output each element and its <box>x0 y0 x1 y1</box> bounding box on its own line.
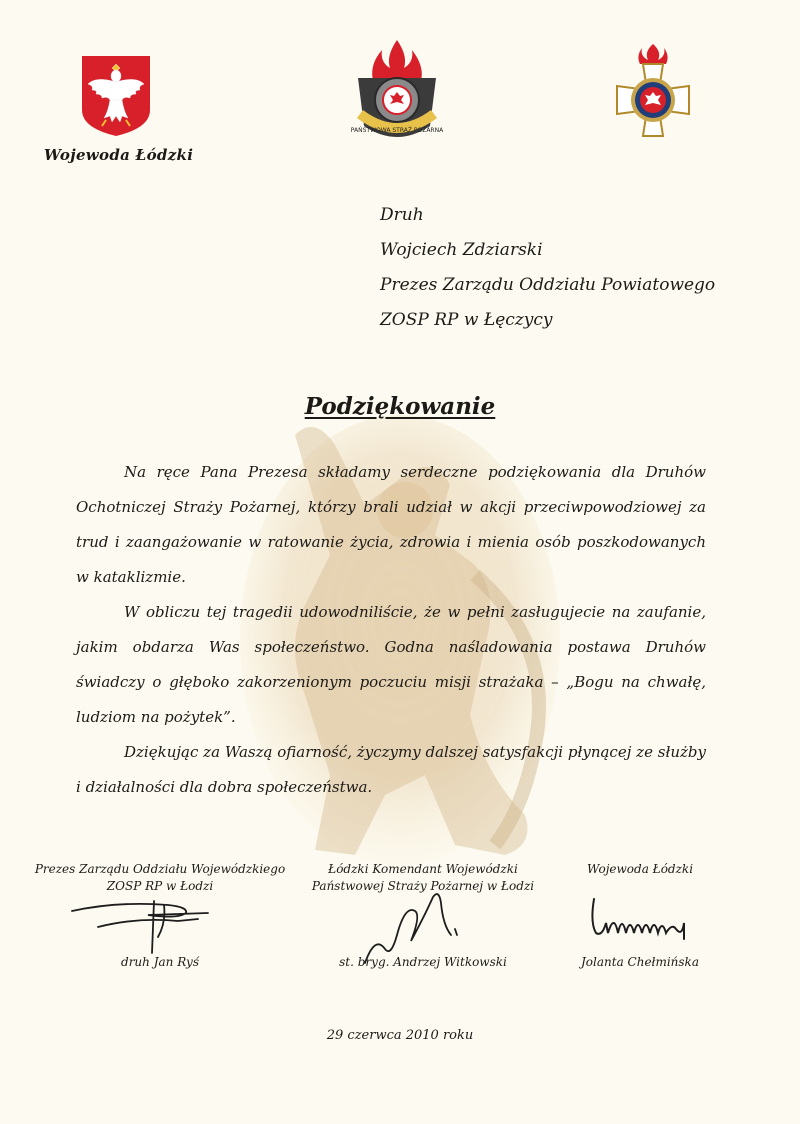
document-heading: Podziękowanie <box>304 393 496 420</box>
signatory-3-title <box>555 861 725 878</box>
body-paragraph-1: Na ręce Pana Prezesa składamy serdeczne podziękowania dla Druhów Ochotniczej Straży Pożarnej, którzy brali udział w akcji przeciwpowodziowej za trud i zaangażowanie w ratowanie życia, zdrowia i mienia osób poszkodowanych w kataklizmie. <box>76 463 706 586</box>
addressee-organization: ZOSP RP w Łęczycy <box>380 310 553 330</box>
voivode-title: Wojewoda Łódzki <box>44 146 194 164</box>
emblem-ribbon-text: PAŃSTWOWA STRAŻ POŻARNA <box>350 127 444 134</box>
volunteer-fire-union-cross-emblem <box>612 42 694 144</box>
signatory-1-name: druh Jan Ryś <box>121 955 199 969</box>
addressee-name: Wojciech Zdziarski <box>380 240 543 260</box>
addressee-honorific: Druh <box>380 205 424 225</box>
signature-1 <box>68 893 218 955</box>
body-paragraph-3: Dziękując za Waszą ofiarność, życzymy dalszej satysfakcji płynącej ze służby i działalności dla dobra społeczeństwa. <box>76 743 706 796</box>
addressee-block <box>380 198 715 338</box>
signatory-3-name: Jolanta Chełmińska <box>581 955 699 969</box>
polish-eagle-emblem <box>80 54 152 138</box>
signatory-1-title-line2: ZOSP RP w Łodzi <box>106 879 214 893</box>
signatory-1-title <box>30 861 290 895</box>
state-fire-service-emblem <box>350 38 444 146</box>
signatory-2-title-line2: Państwowej Straży Pożarnej w Łodzi <box>311 879 535 893</box>
signature-3 <box>588 893 698 943</box>
letter-body <box>76 455 706 805</box>
signatory-2-name: st. bryg. Andrzej Witkowski <box>339 955 507 969</box>
signatory-2-title-line1: Łódzki Komendant Wojewódzki <box>328 862 518 876</box>
signatory-3-title-line1: Wojewoda Łódzki <box>586 862 694 876</box>
addressee-position: Prezes Zarządu Oddziału Powiatowego <box>380 275 716 295</box>
body-paragraph-2: W obliczu tej tragedii udowodniliście, że w pełni zasługujecie na zaufanie, jakim obdarza Was społeczeństwo. Godna naśladowania postawa Druhów świadczy o głęboko zakorzenionym poczuciu misji strażaka – „Bogu na chwałę, ludziom na pożytek”. <box>76 603 706 726</box>
signatory-1-title-line1: Prezes Zarządu Oddziału Wojewódzkiego <box>34 862 286 876</box>
document-date: 29 czerwca 2010 roku <box>326 1028 474 1043</box>
